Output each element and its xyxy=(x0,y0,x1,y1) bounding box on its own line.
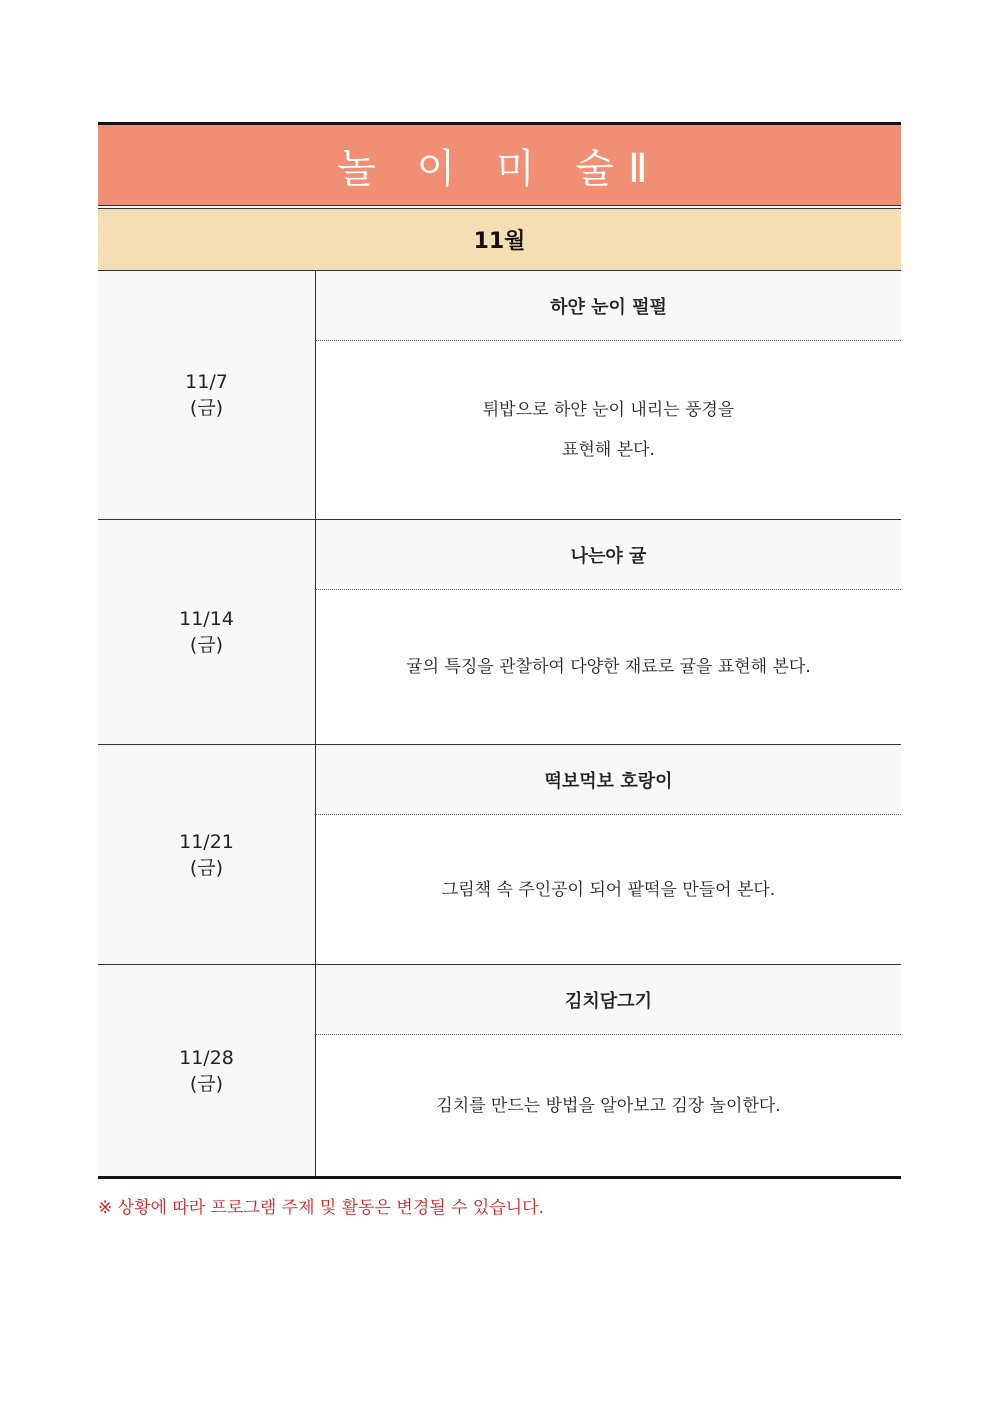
content-cell xyxy=(316,965,901,1176)
session-description xyxy=(316,341,901,519)
session-day: (금) xyxy=(189,634,224,656)
session-date: 11/14 xyxy=(179,608,234,630)
month-bar xyxy=(98,208,901,271)
title-bar xyxy=(98,122,901,206)
session-day: (금) xyxy=(189,397,224,419)
description-line: 귤의 특징을 관찰하여 다양한 재료로 귤을 표현해 본다. xyxy=(406,657,811,677)
content-cell xyxy=(316,271,901,519)
session-topic: 하얀 눈이 펄펄 xyxy=(316,271,901,341)
session-topic: 김치담그기 xyxy=(316,965,901,1035)
session-row xyxy=(98,965,901,1179)
session-description xyxy=(316,815,901,964)
session-date: 11/28 xyxy=(179,1046,234,1069)
session-topic: 떡보먹보 호랑이 xyxy=(316,745,901,815)
session-day: (금) xyxy=(189,856,224,879)
program-sheet xyxy=(98,122,901,1179)
session-row xyxy=(98,745,901,965)
description-line: 표현해 본다. xyxy=(562,440,655,460)
session-row xyxy=(98,520,901,745)
date-cell xyxy=(98,271,316,519)
date-cell xyxy=(98,520,316,744)
session-topic: 나는야 귤 xyxy=(316,520,901,590)
page-title: 놀 이 미 술Ⅱ xyxy=(337,145,662,192)
content-cell xyxy=(316,745,901,964)
change-notice: ※ 상황에 따라 프로그램 주제 및 활동은 변경될 수 있습니다. xyxy=(98,1198,544,1218)
date-cell xyxy=(98,965,316,1176)
session-row xyxy=(98,271,901,520)
session-date: 11/7 xyxy=(185,371,228,393)
content-cell xyxy=(316,520,901,744)
date-cell xyxy=(98,745,316,964)
description-line: 튀밥으로 하얀 눈이 내리는 풍경을 xyxy=(482,400,735,420)
session-date: 11/21 xyxy=(179,830,234,853)
month-label: 11월 xyxy=(473,229,526,254)
description-line: 그림책 속 주인공이 되어 팥떡을 만들어 본다. xyxy=(441,879,776,900)
session-description xyxy=(316,590,901,744)
session-description xyxy=(316,1035,901,1176)
description-line: 김치를 만드는 방법을 알아보고 김장 놀이한다. xyxy=(436,1095,781,1116)
session-day: (금) xyxy=(189,1072,224,1095)
